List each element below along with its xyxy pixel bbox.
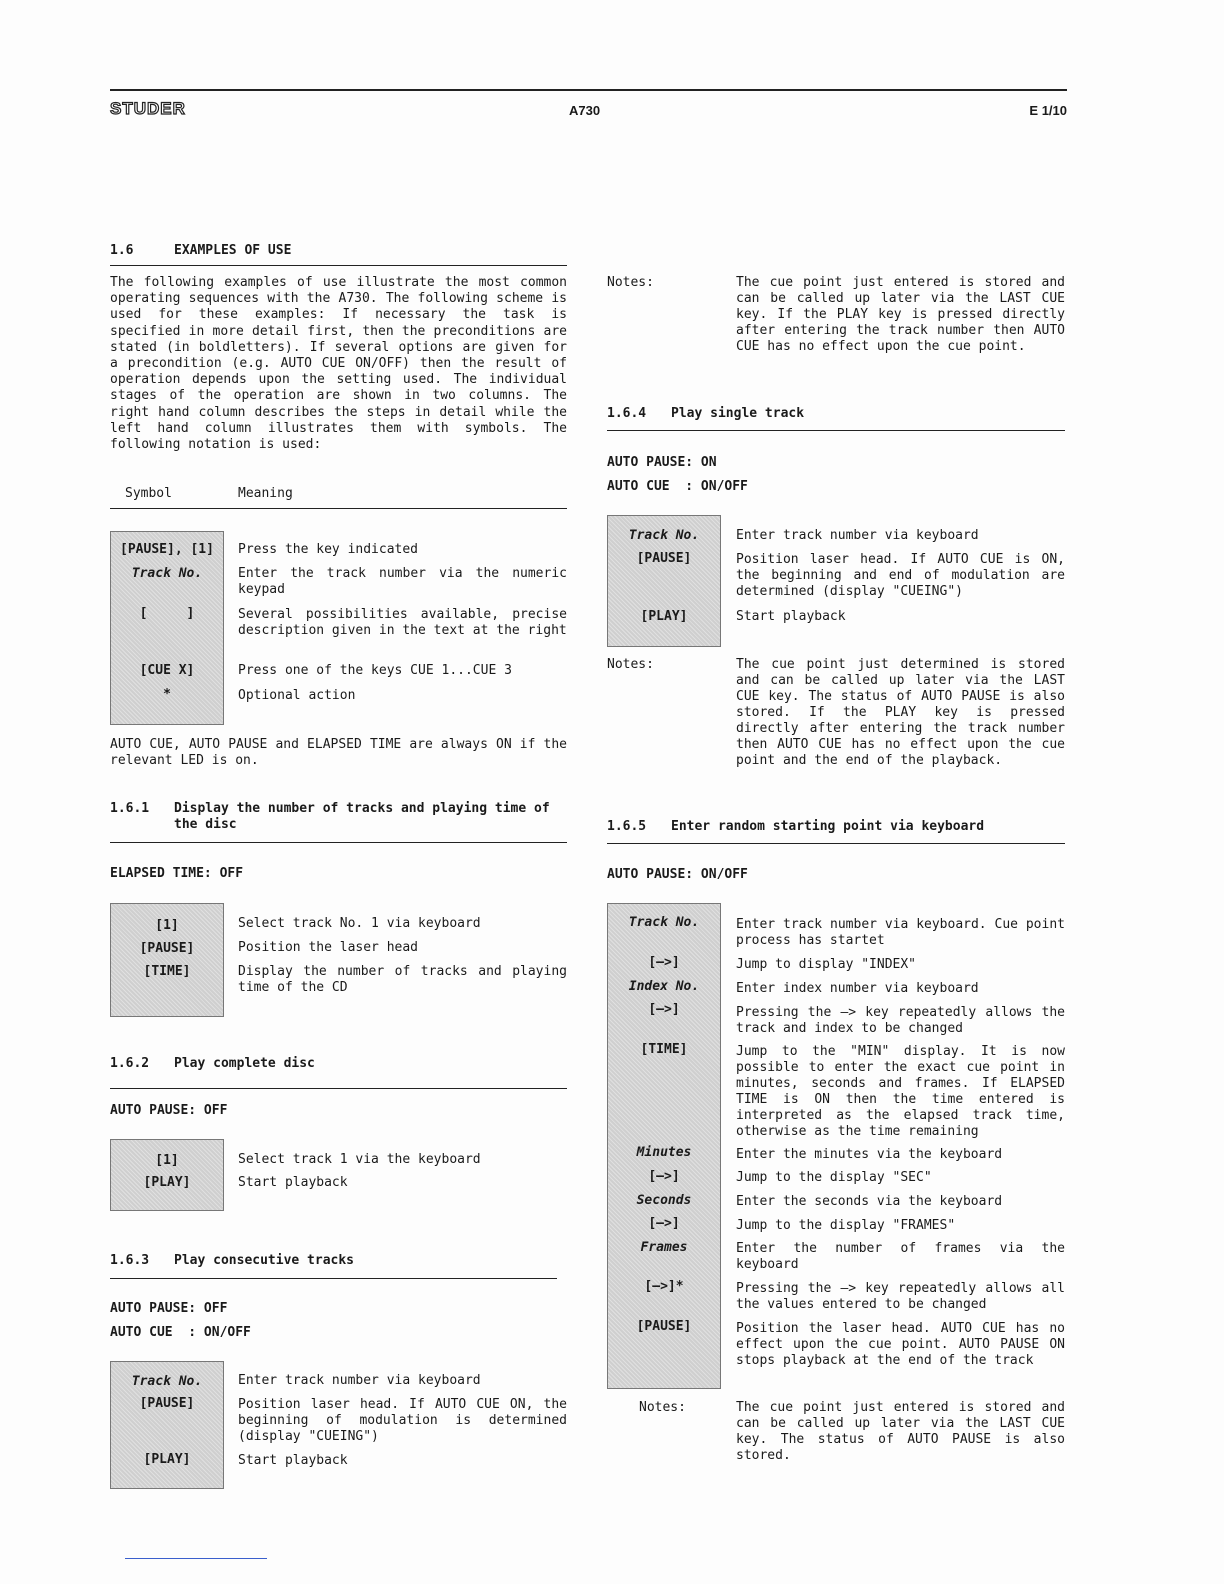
step-key: [1] [155, 1153, 179, 1168]
step-key: Track No. [628, 528, 700, 543]
precondition: AUTO PAUSE: OFF [110, 1301, 228, 1316]
step-desc: Start playback [736, 609, 846, 624]
section-rule [607, 843, 1065, 844]
step-key: [PAUSE] [636, 1319, 692, 1334]
step-desc: Position the laser head [238, 940, 419, 955]
notes-text: The cue point just entered is stored and can be called up later via the LAST CUE key. The status of AUTO PAUSE is also stored. [736, 1400, 1065, 1463]
step-desc: Position the laser head. AUTO CUE has no effect upon the cue point. AUTO PAUSE ON stops playback at the end of the track [736, 1321, 1065, 1368]
notes-text: The cue point just determined is stored and can be called up later via the LAST CUE key. The status of AUTO PAUSE is also stored. If the PLAY key is pressed directly after entering the track number then AUTO CUE has no effect upon the cue point and the end of the playback. [736, 657, 1065, 768]
step-key: Track No. [628, 915, 700, 930]
legend-desc: Enter the track number via the numeric keypad [238, 566, 567, 597]
step-desc: Select track No. 1 via keyboard [238, 916, 481, 931]
section-number: 1.6.1 [110, 801, 150, 816]
notes-label: Notes: [607, 275, 654, 290]
step-desc: Start playback [238, 1175, 348, 1190]
step-key: [—>] [648, 1002, 680, 1017]
step-desc: Enter index number via keyboard [736, 981, 979, 996]
legend-key: * [163, 687, 171, 702]
section-title: EXAMPLES OF USE [174, 243, 292, 258]
step-key: [1] [155, 918, 179, 933]
symbol-header: Symbol [125, 486, 172, 501]
legend-rule [110, 508, 567, 509]
precondition: AUTO PAUSE: OFF [110, 1103, 228, 1118]
intro-paragraph: The following examples of use illustrate the most common operating sequences with the A730. The following scheme is used for these examples: If necessary the task is specified in more detail first, then the preconditions are stated (in boldletters). If several options are given for a precondition (e.g. AUTO CUE ON/OFF) then the result of operation depends upon the setting used. The individual stages of the operation are shown in two columns. The right hand column describes the steps in detail while the left hand column illustrates them with symbols. The following notation is used: [110, 275, 567, 453]
step-desc: Jump to the "MIN" display. It is now possible to enter the exact cue point in minutes, seconds and frames. If ELAPSED TIME is ON then the time entered is interpreted as the elapsed track time, otherwise as the time remaining [736, 1044, 1065, 1139]
model-label: A730 [569, 103, 601, 118]
section-title: Display the number of tracks and playing time of the disc [174, 801, 550, 832]
legend-desc: Several possibilities available, precise description given in the text at the right [238, 607, 567, 638]
step-key: [—>] [648, 1216, 680, 1231]
step-desc: Select track 1 via the keyboard [238, 1152, 481, 1167]
section-number: 1.6.5 [607, 819, 647, 834]
step-desc: Pressing the —> key repeatedly allows the track and index to be changed [736, 1005, 1065, 1036]
precondition: AUTO PAUSE: ON/OFF [607, 867, 748, 882]
studer-logo: STUDER [110, 99, 186, 118]
steps-symbol-box [110, 1361, 224, 1489]
section-heading-1-6-5 [607, 819, 984, 835]
step-desc: Jump to the display "SEC" [736, 1170, 932, 1185]
section-number: 1.6 [110, 243, 134, 258]
section-title: Play complete disc [174, 1056, 315, 1071]
section-rule [110, 1088, 567, 1089]
notes-label: Notes: [639, 1400, 686, 1415]
step-key: [—>]* [644, 1279, 684, 1294]
step-desc: Enter track number via keyboard [238, 1373, 481, 1388]
section-title: Enter random starting point via keyboard [671, 819, 985, 834]
section-rule [607, 430, 1065, 431]
precondition: AUTO PAUSE: ON [607, 455, 717, 470]
step-key: [—>] [648, 955, 680, 970]
meaning-header: Meaning [238, 486, 293, 501]
step-desc: Enter the seconds via the keyboard [736, 1194, 1003, 1209]
section-rule [110, 265, 567, 266]
section-rule [110, 842, 567, 843]
step-key: Frames [640, 1240, 688, 1255]
steps-symbol-box [607, 515, 721, 647]
step-key: [PLAY] [143, 1175, 191, 1190]
legend-symbol-box [110, 531, 224, 725]
step-desc: Pressing the —> key repeatedly allows all the values entered to be changed [736, 1281, 1065, 1312]
section-title: Play single track [671, 406, 805, 421]
notes-label: Notes: [607, 657, 654, 672]
section-rule [110, 1278, 557, 1279]
step-desc: Position laser head. If AUTO CUE is ON, the beginning and end of modulation are determined (display "CUEING") [736, 552, 1065, 599]
steps-symbol-box [110, 903, 224, 1017]
step-key: [PAUSE] [139, 941, 195, 956]
legend-key: [ ] [139, 606, 195, 621]
step-desc: Jump to display "INDEX" [736, 957, 917, 972]
step-key: [—>] [648, 1169, 680, 1184]
legend-desc: Press one of the keys CUE 1...CUE 3 [238, 663, 512, 678]
step-key: [PAUSE] [636, 551, 692, 566]
step-desc: Enter the number of frames via the keyboard [736, 1241, 1065, 1272]
section-heading-1-6-3 [110, 1253, 354, 1269]
step-key: Minutes [636, 1145, 692, 1160]
section-title: Play consecutive tracks [174, 1253, 355, 1268]
step-key: [PLAY] [640, 609, 688, 624]
step-key: Seconds [636, 1193, 692, 1208]
section-heading-1-6-1 [110, 801, 567, 833]
section-heading-1-6-2 [110, 1056, 315, 1072]
section-number: 1.6.4 [607, 406, 647, 421]
precondition: AUTO CUE : ON/OFF [607, 479, 748, 494]
step-desc: Position laser head. If AUTO CUE ON, the beginning of modulation is determined (display "CUEING") [238, 1397, 567, 1444]
precondition: AUTO CUE : ON/OFF [110, 1325, 251, 1340]
footer-line [125, 1558, 267, 1559]
step-desc: Enter track number via keyboard [736, 528, 979, 543]
steps-symbol-box [110, 1139, 224, 1211]
legend-desc: Optional action [238, 688, 356, 703]
legend-key: [CUE X] [139, 663, 195, 678]
header-rule [110, 89, 1067, 91]
step-key: [PLAY] [143, 1452, 191, 1467]
step-desc: Enter track number via keyboard. Cue point process has startet [736, 917, 1065, 948]
step-desc: Display the number of tracks and playing time of the CD [238, 964, 567, 995]
legend-key: [PAUSE], [1] [120, 542, 214, 557]
precondition: ELAPSED TIME: OFF [110, 866, 244, 881]
section-number: 1.6.3 [110, 1253, 150, 1268]
notes-text: The cue point just entered is stored and can be called up later via the LAST CUE key. If the PLAY key is pressed directly after entering the track number then AUTO CUE has no effect upon the cue point. [736, 275, 1065, 354]
step-desc: Start playback [238, 1453, 348, 1468]
legend-desc: Press the key indicated [238, 542, 419, 557]
step-key: [TIME] [143, 964, 191, 979]
step-key: Track No. [131, 1374, 203, 1389]
legend-key: Track No. [131, 566, 203, 581]
section-number: 1.6.2 [110, 1056, 150, 1071]
section-heading-1-6 [110, 243, 291, 259]
step-key: [PAUSE] [139, 1396, 195, 1411]
step-desc: Enter the minutes via the keyboard [736, 1147, 1003, 1162]
step-key: Index No. [628, 979, 700, 994]
page-number: E 1/10 [1029, 103, 1067, 118]
led-note: AUTO CUE, AUTO PAUSE and ELAPSED TIME are always ON if the relevant LED is on. [110, 737, 567, 769]
step-key: [TIME] [640, 1042, 688, 1057]
section-heading-1-6-4 [607, 406, 804, 422]
step-desc: Jump to the display "FRAMES" [736, 1218, 956, 1233]
steps-symbol-box [607, 903, 721, 1389]
